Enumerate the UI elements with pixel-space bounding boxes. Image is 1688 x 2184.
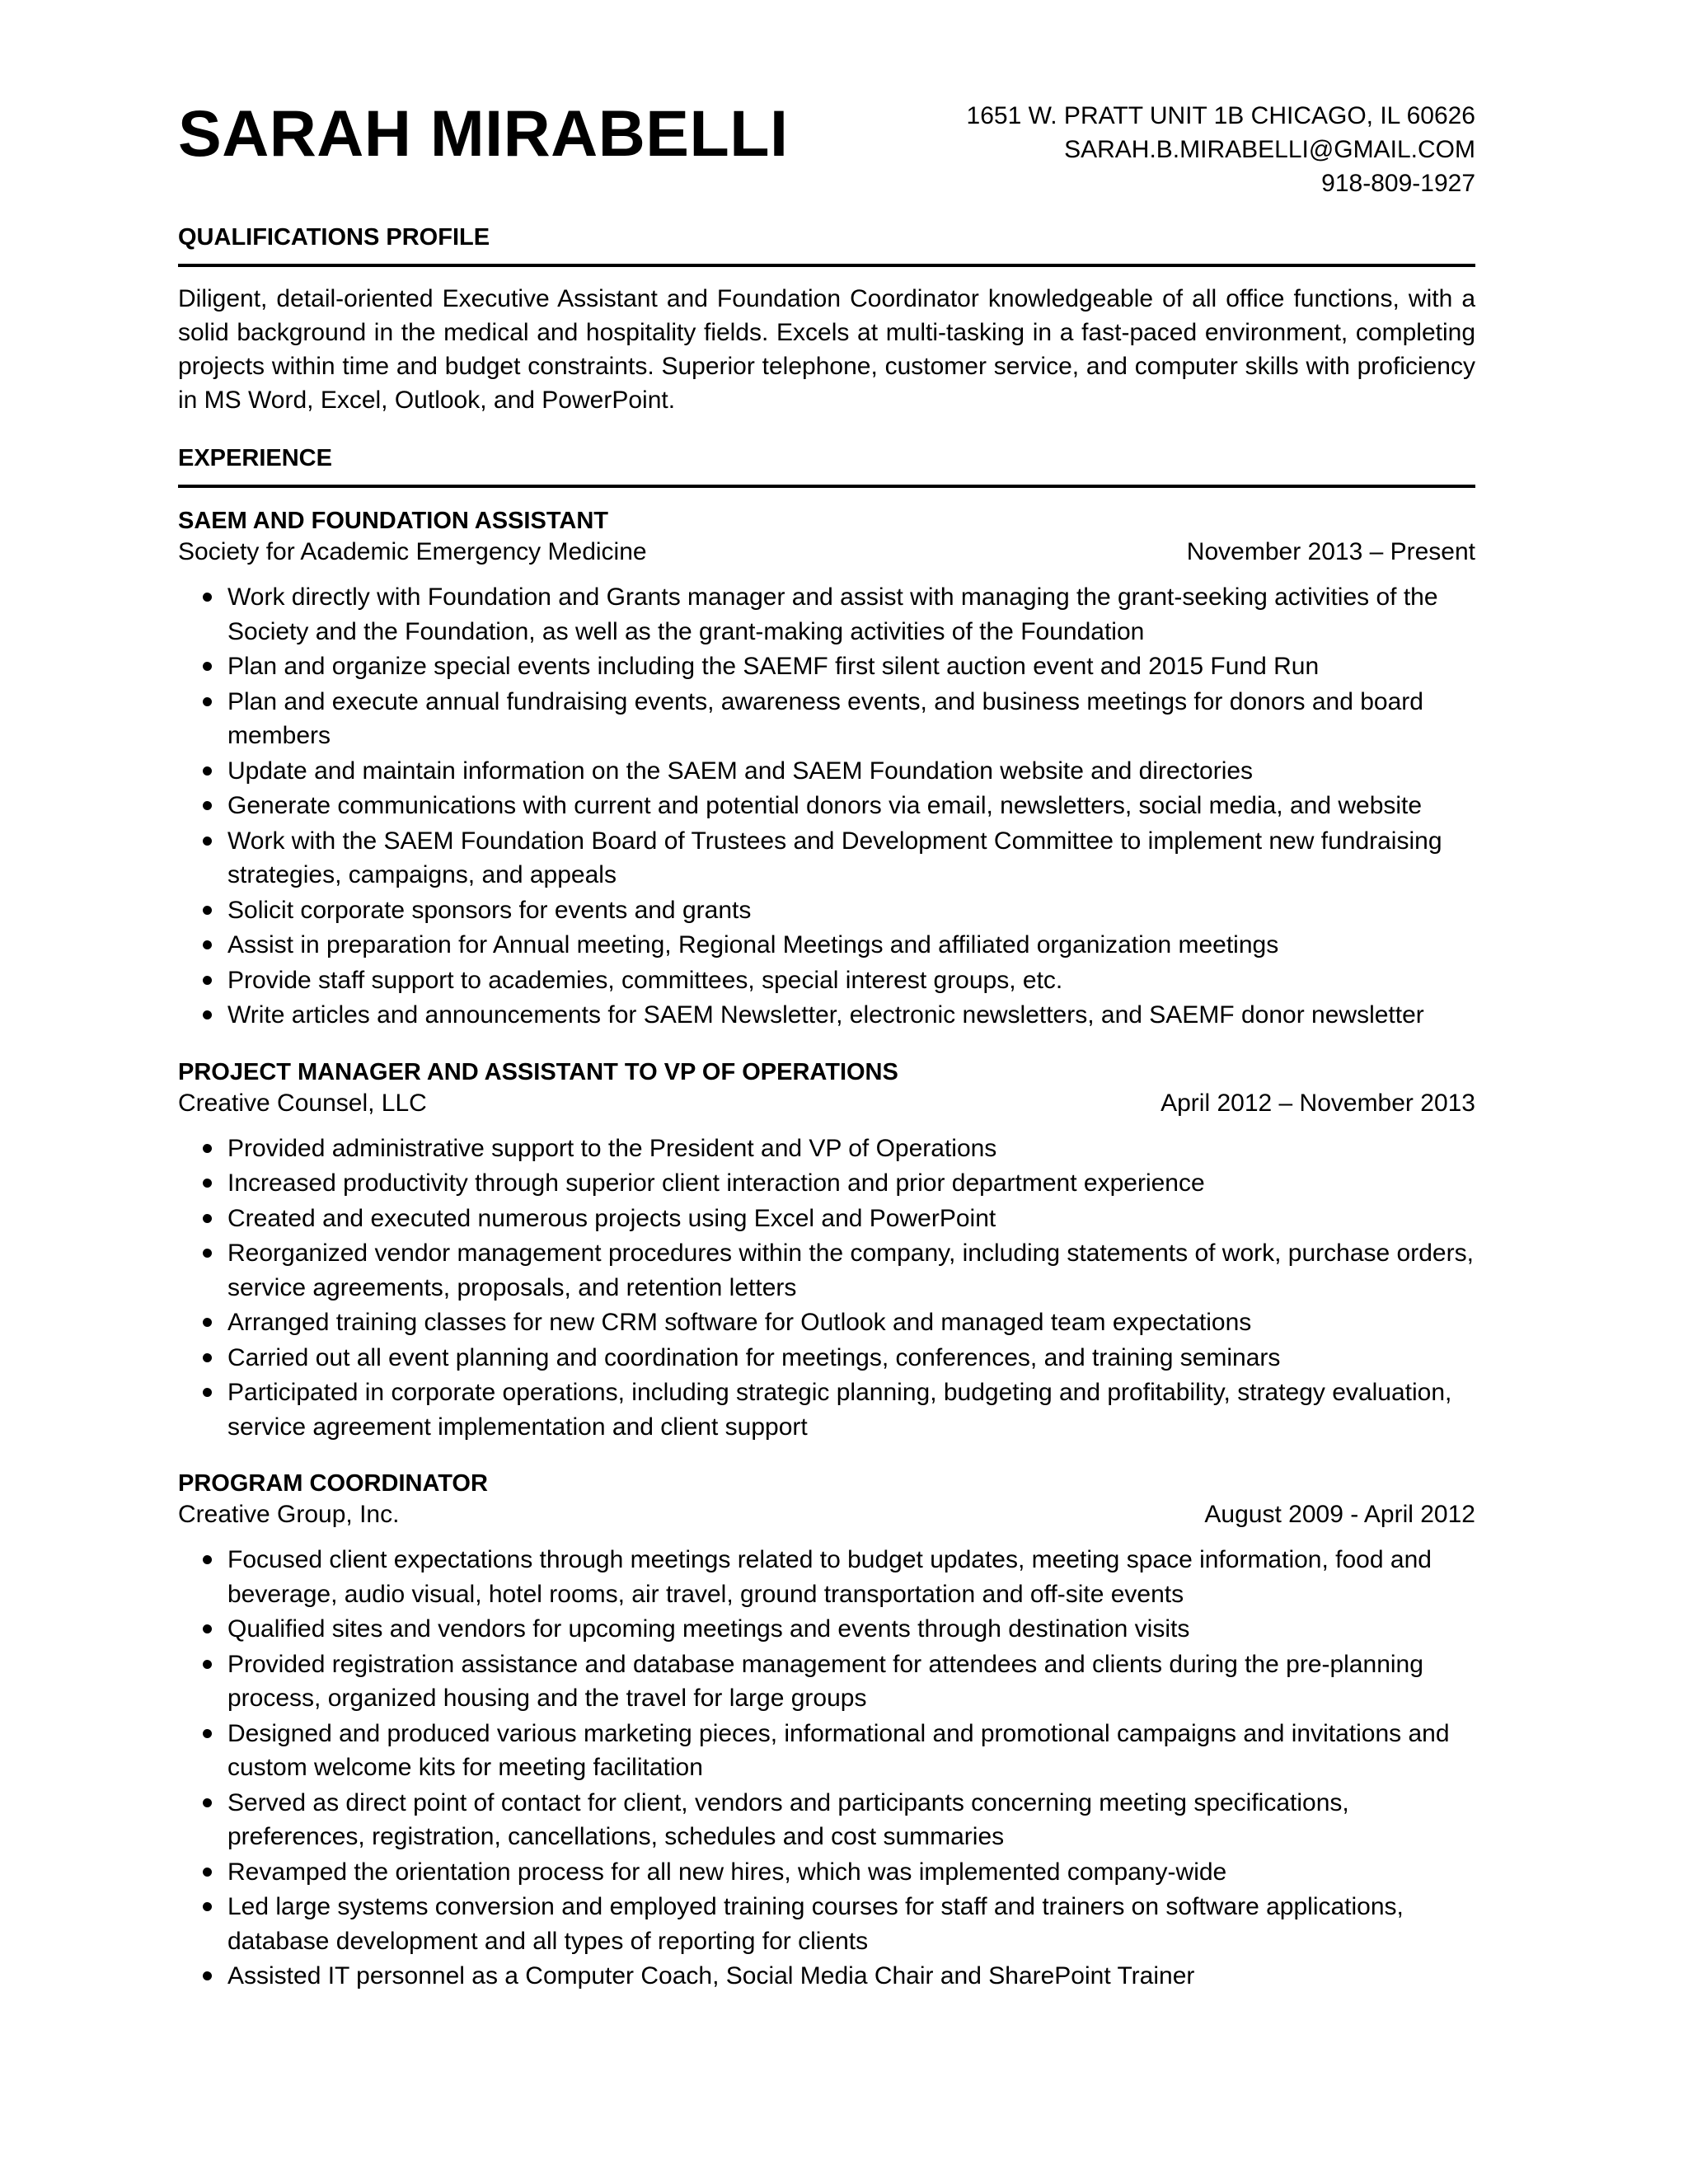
bullet-dot-icon [203,837,212,846]
job-entry [178,506,1475,1033]
bullet-text: Plan and execute annual fundraising events, awareness events, and business meetings for donors and board members [227,687,1423,749]
bullet-item [178,685,1475,753]
bullet-text: Served as direct point of contact for client, vendors and participants concerning meeting specifications, preferences, registration, cancellations, schedules and cost summaries [227,1788,1349,1850]
bullet-item [178,649,1475,684]
bullet-dot-icon [203,906,212,915]
email: SARAH.B.MIRABELLI@GMAIL.COM [1064,136,1475,163]
bullet-text: Work directly with Foundation and Grants manager and assist with managing the grant-seeking activities of the Society and the Foundation, as well as the grant-making activities of the Foundation [227,583,1438,645]
bullet-text: Focused client expectations through meetings related to budget updates, meeting space information, food and beverage, audio visual, hotel rooms, air travel, ground transportation and off-site events [227,1546,1432,1608]
experience-section [178,443,1475,1994]
bullet-item [178,754,1475,789]
bullet-text: Carried out all event planning and coordination for meetings, conferences, and training seminars [227,1343,1281,1371]
resume-page [178,0,1475,1994]
bullet-text: Provide staff support to academies, committees, special interest groups, etc. [227,966,1063,994]
job-dates: November 2013 – Present [1186,538,1475,565]
qualifications-section [178,223,1475,417]
bullet-item [178,1166,1475,1201]
bullet-item [178,1786,1475,1854]
address: 1651 W. PRATT UNIT 1B CHICAGO, IL 60626 [966,102,1475,129]
job-meta [178,1498,1475,1531]
job-company: Creative Counsel, LLC [178,1089,427,1117]
bullet-item [178,1543,1475,1611]
bullet-item [178,1236,1475,1305]
bullet-item [178,1132,1475,1166]
bullet-text: Generate communications with current and potential donors via email, newsletters, social media, and website [227,792,1423,819]
bullet-item [178,1890,1475,1958]
bullet-dot-icon [203,1902,212,1911]
job-meta [178,1087,1475,1120]
bullet-item [178,1612,1475,1647]
bullet-text: Assisted IT personnel as a Computer Coach, Social Media Chair and SharePoint Trainer [227,1962,1195,1990]
bullet-text: Revamped the orientation process for all new hires, which was implemented company-wide [227,1858,1227,1886]
bullet-text: Led large systems conversion and employed training courses for staff and trainers on software applications, database development and all types of reporting for clients [227,1893,1404,1955]
bullet-item [178,1959,1475,1994]
job-meta [178,536,1475,569]
bullet-text: Increased productivity through superior client interaction and prior department experience [227,1169,1205,1197]
job-title: PROGRAM COORDINATOR [178,1470,488,1497]
bullet-item [178,1305,1475,1340]
bullet-dot-icon [203,1729,212,1738]
bullet-item [178,789,1475,823]
job-dates: April 2012 – November 2013 [1160,1089,1475,1117]
job-bullets [178,1132,1475,1445]
job-company: Creative Group, Inc. [178,1501,400,1528]
bullet-text: Provided registration assistance and database management for attendees and clients during the pre-planning process, organized housing and the travel for large groups [227,1650,1423,1712]
bullet-dot-icon [203,1249,212,1258]
bullet-item [178,1341,1475,1376]
bullet-text: Update and maintain information on the SAEM and SAEM Foundation website and directories [227,757,1254,785]
bullet-item [178,824,1475,893]
bullet-text: Plan and organize special events including the SAEMF first silent auction event and 2015 Fund Run [227,653,1320,680]
bullet-dot-icon [203,1179,212,1188]
job-bullets [178,1543,1475,1994]
bullet-text: Participated in corporate operations, including strategic planning, budgeting and profitability, strategy evaluation, service agreement implementation and client support [227,1379,1452,1441]
bullet-item [178,580,1475,649]
bullet-text: Qualified sites and vendors for upcoming meetings and events through destination visits [227,1615,1190,1643]
job-title: PROJECT MANAGER AND ASSISTANT TO VP OF OPERATIONS [178,1058,898,1085]
bullet-dot-icon [203,1010,212,1019]
bullet-dot-icon [203,766,212,776]
bullet-dot-icon [203,976,212,985]
bullet-item [178,928,1475,963]
bullet-item [178,1202,1475,1236]
bullet-dot-icon [203,1388,212,1397]
bullet-dot-icon [203,1555,212,1564]
bullet-item [178,893,1475,928]
bullet-dot-icon [203,1318,212,1327]
bullet-item [178,1376,1475,1444]
bullet-text: Arranged training classes for new CRM software for Outlook and managed team expectations [227,1309,1252,1336]
bullet-dot-icon [203,1971,212,1980]
phone: 918-809-1927 [1321,170,1475,197]
contact-block [967,99,1475,200]
bullet-dot-icon [203,1214,212,1223]
job-entry [178,1057,1475,1445]
bullet-dot-icon [203,662,212,671]
bullet-item [178,1855,1475,1890]
bullet-text: Provided administrative support to the President and VP of Operations [227,1134,997,1162]
bullet-dot-icon [203,1660,212,1669]
experience-heading: EXPERIENCE [178,443,1475,488]
bullet-dot-icon [203,940,212,949]
bullet-dot-icon [203,1798,212,1807]
bullet-dot-icon [203,801,212,810]
bullet-text: Write articles and announcements for SAEM Newsletter, electronic newsletters, and SAEMF donor newsletter [227,1001,1424,1029]
bullet-dot-icon [203,593,212,602]
bullet-dot-icon [203,1353,212,1362]
bullet-dot-icon [203,1868,212,1877]
bullet-dot-icon [203,1624,212,1633]
resume-header [178,0,1475,223]
bullet-text: Created and executed numerous projects using Excel and PowerPoint [227,1204,996,1232]
bullet-dot-icon [203,697,212,706]
job-company: Society for Academic Emergency Medicine [178,538,647,565]
bullet-item [178,998,1475,1033]
job-bullets [178,580,1475,1033]
qualifications-text: Diligent, detail-oriented Executive Assistant and Foundation Coordinator knowledgeable of all office functions, with a solid background in the medical and hospitality fields. Excels at multi-tasking in a fast-paced environment, completing projects within time and budget constraints. Superior telephone, customer service, and computer skills with proficiency in MS Word, Excel, Outlook, and PowerPoint. [178,285,1475,414]
job-entry [178,1469,1475,1994]
bullet-item [178,1647,1475,1716]
bullet-text: Assist in preparation for Annual meeting, Regional Meetings and affiliated organization meetings [227,931,1279,958]
qualifications-heading: QUALIFICATIONS PROFILE [178,223,1475,267]
bullet-text: Reorganized vendor management procedures within the company, including statements of work, purchase orders, service agreements, proposals, and retention letters [227,1240,1474,1301]
candidate-name: SARAH MIRABELLI [178,96,789,170]
bullet-dot-icon [203,1144,212,1153]
job-list [178,506,1475,1994]
bullet-item [178,963,1475,998]
bullet-text: Designed and produced various marketing pieces, informational and promotional campaigns and invitations and custom welcome kits for meeting facilitation [227,1719,1450,1781]
bullet-text: Work with the SAEM Foundation Board of Trustees and Development Committee to implement new fundraising strategies, campaigns, and appeals [227,827,1442,888]
bullet-item [178,1717,1475,1785]
job-dates: August 2009 - April 2012 [1204,1501,1475,1528]
job-title: SAEM AND FOUNDATION ASSISTANT [178,508,608,534]
bullet-text: Solicit corporate sponsors for events and grants [227,896,752,924]
